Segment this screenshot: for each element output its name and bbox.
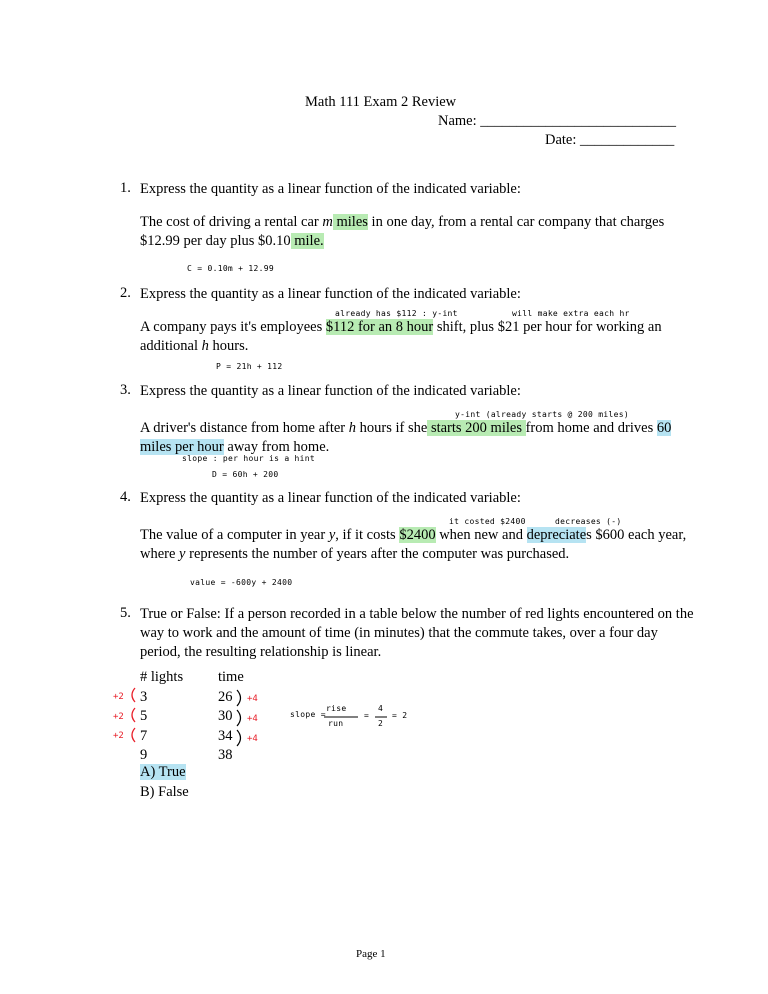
difference-mark: +4 (247, 714, 258, 724)
handwritten-answer: D = 60h + 200 (212, 470, 279, 479)
question-number: 4. (120, 489, 131, 505)
handwritten-note: it costed $2400 (449, 517, 526, 526)
question-prompt: True or False: If a person recorded in a table below the number of red lights encountered on the way to work and the amount of time (in minutes) that the commute takes, over a four day period, the resulting relationship is linear. (140, 606, 694, 660)
page-title: Math 111 Exam 2 Review (305, 94, 457, 110)
table-cell: 7 (140, 727, 148, 744)
question-number: 5. (120, 605, 131, 621)
table-cell: 34 (218, 727, 233, 744)
right-brackets (235, 688, 247, 768)
fraction-numerator: 4 (378, 704, 384, 713)
question-body: A company pays it's employees $112 for an 8 hour shift, plus $21 per hour for working an additional h hours. (140, 319, 662, 354)
difference-mark: +2 (113, 731, 124, 741)
option-b[interactable]: B) False (140, 784, 189, 800)
left-brackets (126, 686, 138, 752)
table-cell: 30 (218, 708, 233, 724)
difference-mark: +4 (247, 694, 258, 704)
slope-label: slope = (290, 710, 326, 719)
question-number: 1. (120, 180, 131, 196)
handwritten-note: already has $112 : y-int (335, 309, 458, 318)
name-line: Name: ___________________________ (438, 113, 677, 129)
difference-mark: +2 (113, 692, 124, 702)
slope-run: run (328, 719, 344, 728)
handwritten-note: y-int (already starts @ 200 miles) (455, 410, 629, 419)
equals-sign: = (364, 711, 370, 720)
difference-mark: +4 (247, 734, 258, 744)
column-header: # lights (140, 669, 184, 685)
handwritten-note: will make extra each hr (512, 309, 630, 318)
handwritten-note: slope : per hour is a hint (182, 454, 316, 463)
question-body: The value of a computer in year y, if it costs $2400 when new and depreciates $600 each year, where y represents the number of years after the computer was purchased. (140, 527, 687, 562)
table-cell: 38 (218, 747, 233, 763)
slope-result: = 2 (392, 711, 408, 720)
question-prompt: Express the quantity as a linear function of the indicated variable: (140, 286, 521, 302)
handwritten-note: decreases (-) (555, 517, 622, 526)
handwritten-answer: P = 21h + 112 (216, 362, 283, 371)
slope-rise: rise (326, 704, 347, 713)
page-number: Page 1 (356, 948, 386, 960)
handwritten-answer: C = 0.10m + 12.99 (187, 264, 274, 273)
difference-mark: +2 (113, 712, 124, 722)
table-cell: 3 (140, 688, 148, 705)
question-body: The cost of driving a rental car m miles in one day, from a rental car company that charges $12.99 per day plus $0.10 mile. (140, 214, 665, 249)
column-header: time (218, 669, 244, 685)
option-a[interactable]: A) True (140, 764, 186, 780)
fraction-denominator: 2 (378, 719, 384, 728)
question-number: 3. (120, 382, 131, 398)
handwritten-answer: value = -600y + 2400 (190, 578, 293, 587)
table-cell: 26 (218, 688, 233, 705)
question-body: A driver's distance from home after h hours if she starts 200 miles from home and drives 60 miles per hour away from home. (140, 420, 672, 455)
lights-column (140, 668, 183, 766)
question-prompt: Express the quantity as a linear function of the indicated variable: (140, 383, 521, 399)
question-number: 2. (120, 285, 131, 301)
question-prompt: Express the quantity as a linear function of the indicated variable: (140, 490, 521, 506)
table-cell: 5 (140, 708, 148, 724)
table-cell: 9 (140, 747, 148, 763)
date-line: Date: _____________ (545, 132, 675, 148)
question-prompt: Express the quantity as a linear function of the indicated variable: (140, 181, 521, 197)
